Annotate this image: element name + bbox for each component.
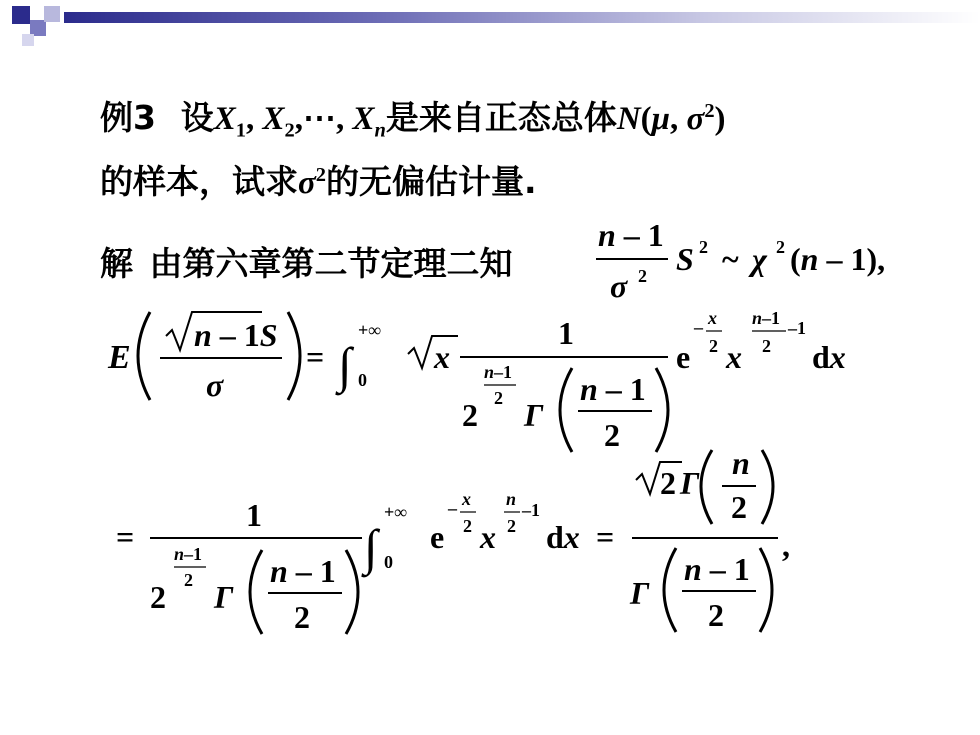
svg-text:E: E xyxy=(108,339,131,376)
svg-text:2: 2 xyxy=(294,599,310,635)
solution-label: 解 xyxy=(100,244,133,283)
svg-text:dx: dx xyxy=(812,339,846,375)
svg-text:2: 2 xyxy=(660,465,676,501)
svg-text:x: x xyxy=(726,339,742,375)
svg-text:–1: –1 xyxy=(788,318,806,338)
example-label: 例3 xyxy=(100,98,156,137)
result-equation xyxy=(116,445,790,635)
svg-text:2: 2 xyxy=(762,336,771,356)
svg-text:Γ: Γ xyxy=(630,575,650,611)
svg-text:~: ~ xyxy=(722,241,739,277)
svg-text:Γ: Γ xyxy=(214,579,234,615)
svg-text:2: 2 xyxy=(463,516,472,536)
example-text-d: 的无偏估计量. xyxy=(326,162,537,201)
svg-text:=: = xyxy=(306,339,325,375)
svg-text:x: x xyxy=(434,339,450,375)
svg-text:n – 1: n – 1 xyxy=(270,553,336,589)
svg-text:0: 0 xyxy=(358,370,367,390)
example-text-a: 设 xyxy=(180,98,214,137)
svg-text:n – 1: n – 1 xyxy=(684,551,750,587)
svg-text:dx: dx xyxy=(546,519,580,555)
solution-text: 由第六章第二节定理二知 xyxy=(149,244,513,283)
svg-text:2: 2 xyxy=(699,237,708,257)
example-text-c: 的样本，试求 xyxy=(100,162,298,201)
svg-text:n–1: n–1 xyxy=(174,544,203,564)
svg-text:∫: ∫ xyxy=(364,519,378,575)
example-text-b: 是来自正态总体 xyxy=(385,98,617,137)
svg-text:+∞: +∞ xyxy=(384,502,408,522)
svg-text:x: x xyxy=(708,308,717,328)
svg-text:(n – 1),: (n – 1), xyxy=(790,241,886,277)
svg-text:χ: χ xyxy=(752,241,767,277)
svg-text:x: x xyxy=(480,519,496,555)
svg-text:–: – xyxy=(448,498,457,518)
svg-text:1: 1 xyxy=(558,315,574,351)
svg-text:n – 1: n – 1 xyxy=(598,217,664,253)
svg-text:n – 1S: n – 1S xyxy=(194,317,278,353)
svg-text:2: 2 xyxy=(150,579,166,615)
svg-text:2: 2 xyxy=(494,388,503,408)
sigma-squared-formula: $\sigma^2$ xyxy=(298,164,327,201)
normal-dist-formula: N(μ, $\sigma^2$) xyxy=(616,100,726,137)
svg-text:x: x xyxy=(462,489,471,509)
svg-text:2: 2 xyxy=(507,516,516,536)
svg-text:n–1: n–1 xyxy=(484,362,513,382)
svg-text:–1: –1 xyxy=(522,500,540,520)
svg-text:n: n xyxy=(732,445,750,481)
svg-text:=: = xyxy=(116,519,135,555)
svg-text:e: e xyxy=(430,519,445,555)
svg-text:2: 2 xyxy=(731,489,747,525)
svg-text:e: e xyxy=(676,339,691,375)
chi-square-relation xyxy=(596,217,885,304)
svg-text:σ: σ xyxy=(206,367,224,403)
svg-text:–: – xyxy=(694,317,703,337)
svg-text:∫: ∫ xyxy=(338,337,352,393)
svg-text:n–1: n–1 xyxy=(752,308,781,328)
svg-text:2: 2 xyxy=(776,237,785,257)
svg-text:S: S xyxy=(676,241,694,277)
svg-text:=: = xyxy=(596,519,615,555)
svg-text:Γ: Γ xyxy=(524,397,544,433)
svg-text:,: , xyxy=(782,527,790,563)
sample-formula: $X_1$, $X_2,\cdots$, $X_n$ xyxy=(213,101,386,142)
svg-text:+∞: +∞ xyxy=(358,320,382,340)
svg-text:Γ: Γ xyxy=(680,465,700,501)
svg-text:2: 2 xyxy=(708,597,724,633)
svg-text:1: 1 xyxy=(246,497,262,533)
svg-text:2: 2 xyxy=(184,570,193,590)
svg-text:2: 2 xyxy=(604,417,620,453)
svg-text:0: 0 xyxy=(384,552,393,572)
svg-text:n – 1: n – 1 xyxy=(580,371,646,407)
svg-text:n: n xyxy=(506,489,517,509)
svg-text:σ: σ xyxy=(610,268,628,304)
expectation-equation xyxy=(107,308,846,453)
svg-text:2: 2 xyxy=(709,336,718,356)
svg-text:2: 2 xyxy=(638,266,647,286)
svg-text:2: 2 xyxy=(462,397,478,433)
